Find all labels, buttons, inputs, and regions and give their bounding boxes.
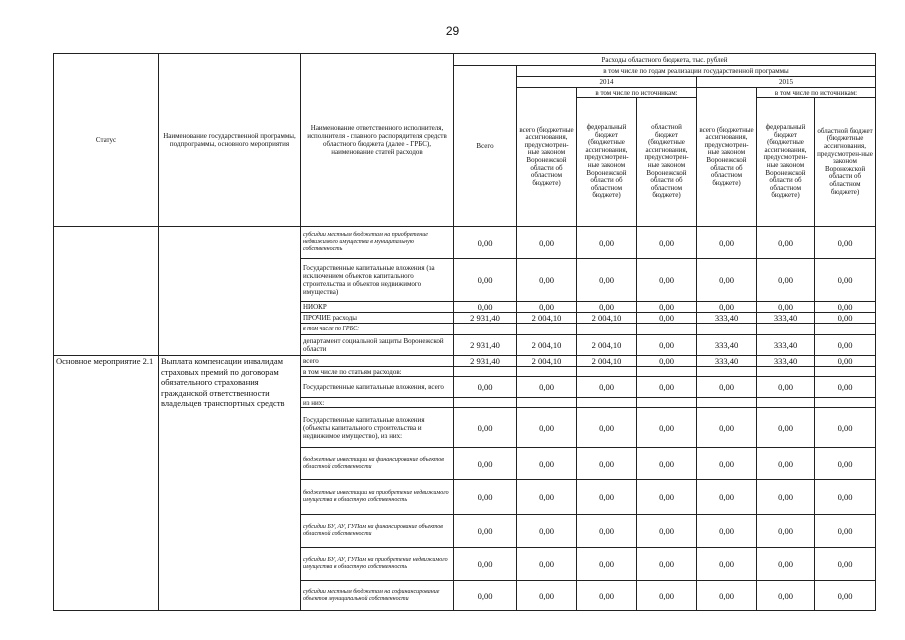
row-label: департамент социальной защиты Воронежской области (301, 335, 454, 356)
value-2014-total: 0,00 (517, 581, 577, 611)
value-2014-federal: 0,00 (577, 480, 637, 515)
value-2014-regional: 0,00 (637, 313, 697, 324)
page-number: 29 (445, 24, 460, 38)
value-2015-regional: 0,00 (815, 581, 876, 611)
row-label: в том числе по статьям расходов: (301, 367, 454, 377)
header-2015-sources: в том числе по источникам: (757, 88, 876, 98)
value-2014-total: 0,00 (517, 480, 577, 515)
value-2014-federal: 0,00 (577, 377, 637, 398)
value-2014-total: 0,00 (517, 448, 577, 480)
budget-table (53, 53, 876, 611)
value-total: 0,00 (454, 302, 517, 313)
header-expenses: Расходы областного бюджета, тыс. рублей (454, 54, 876, 66)
value-total: 0,00 (454, 259, 517, 302)
value-2014-regional: 0,00 (637, 377, 697, 398)
value-2014-regional: 0,00 (637, 302, 697, 313)
value-total: 0,00 (454, 408, 517, 448)
value-2015-regional: 0,00 (815, 227, 876, 259)
row-label: субсидии БУ, АУ, ГУПам на приобретение недвижимого имущества в областную собственность (301, 548, 454, 581)
value-2015-total: 0,00 (697, 227, 757, 259)
value-2015-federal: 333,40 (757, 335, 815, 356)
header-year-2015: 2015 (697, 77, 876, 88)
value-2014-federal: 0,00 (577, 259, 637, 302)
value-2015-federal: 0,00 (757, 377, 815, 398)
value-total: 0,00 (454, 515, 517, 548)
value-2014-total: 0,00 (517, 408, 577, 448)
value-2015-total: 333,40 (697, 335, 757, 356)
row-label: в том числе по ГРБС: (301, 324, 454, 335)
row-label: НИОКР (301, 302, 454, 313)
row-label: Государственные капитальные вложения (объекты капитального строительства и недвижимое имущество), из них: (301, 408, 454, 448)
value-2015-total: 0,00 (697, 581, 757, 611)
value-total: 2 931,40 (454, 335, 517, 356)
value-2015-regional: 0,00 (815, 335, 876, 356)
value-2014-regional: 0,00 (637, 356, 697, 367)
value-2015-federal: 0,00 (757, 581, 815, 611)
value-2015-total: 0,00 (697, 480, 757, 515)
table-row (54, 227, 876, 259)
value-2014-total: 0,00 (517, 302, 577, 313)
value-2014-regional: 0,00 (637, 480, 697, 515)
value-2015-federal: 0,00 (757, 227, 815, 259)
table-row (54, 356, 876, 367)
value-total: 0,00 (454, 448, 517, 480)
value-2014-federal: 0,00 (577, 548, 637, 581)
section-program-name: Выплата компенсации инвалидам страховых премий по договорам обязательного страхования гражданской ответственности владельцев транспортных средств (159, 356, 301, 611)
value-2015-regional: 0,00 (815, 408, 876, 448)
value-2014-regional: 0,00 (637, 259, 697, 302)
value-2015-regional: 0,00 (815, 377, 876, 398)
header-status: Статус (54, 54, 159, 227)
value-2015-federal: 0,00 (757, 448, 815, 480)
value-2015-regional: 0,00 (815, 356, 876, 367)
header-2014-federal: федеральный бюджет (бюджетные ассигнования, предусмотрен-ные законом Воронежской области об областном бюджете) (577, 98, 637, 227)
row-label: субсидии БУ, АУ, ГУПам на финансирование объектов областной собственности (301, 515, 454, 548)
header-by-years: в том числе по годам реализации государственной программы (517, 66, 876, 77)
value-2014-regional: 0,00 (637, 408, 697, 448)
value-2014-regional: 0,00 (637, 515, 697, 548)
row-label: субсидии местным бюджетам на софинансирование объектов муниципальной собственности (301, 581, 454, 611)
header-executor: Наименование ответственного исполнителя, исполнителя - главного распорядителя средств областного бюджета (далее - ГРБС), наименование статей расходов (301, 54, 454, 227)
value-2015-regional: 0,00 (815, 480, 876, 515)
header-2015-total: всего (бюджетные ассигнования, предусмотрен-ные законом Воронежской области об областном бюджете) (697, 88, 757, 227)
value-2015-regional: 0,00 (815, 302, 876, 313)
status-cell-empty (54, 227, 159, 356)
value-2015-regional: 0,00 (815, 515, 876, 548)
value-2014-total: 0,00 (517, 227, 577, 259)
value-2014-regional: 0,00 (637, 448, 697, 480)
header-year-2014: 2014 (517, 77, 697, 88)
value-2015-total: 333,40 (697, 313, 757, 324)
value-2015-total: 0,00 (697, 408, 757, 448)
value-2014-federal: 0,00 (577, 448, 637, 480)
row-label: из них: (301, 398, 454, 408)
value-2015-federal: 0,00 (757, 302, 815, 313)
value-2014-federal: 0,00 (577, 227, 637, 259)
value-2015-total: 333,40 (697, 356, 757, 367)
value-2015-federal: 0,00 (757, 480, 815, 515)
value-2015-total: 0,00 (697, 515, 757, 548)
value-2014-total: 0,00 (517, 515, 577, 548)
value-2015-total: 0,00 (697, 448, 757, 480)
value-total: 0,00 (454, 227, 517, 259)
header-2015-regional: областной бюджет (бюджетные ассигнования, предусмотрен-ные законом Воронежской области об областном бюджете) (815, 98, 876, 227)
value-2015-total: 0,00 (697, 548, 757, 581)
value-total: 2 931,40 (454, 313, 517, 324)
row-label: Государственные капитальные вложения (за исключением объектов капитального строительства и объектов недвижимого имущества) (301, 259, 454, 302)
value-2014-total: 2 004,10 (517, 335, 577, 356)
value-2014-total: 2 004,10 (517, 356, 577, 367)
value-2015-federal: 0,00 (757, 259, 815, 302)
value-total: 0,00 (454, 548, 517, 581)
value-2014-total: 0,00 (517, 259, 577, 302)
value-2015-regional: 0,00 (815, 448, 876, 480)
row-label: всего (301, 356, 454, 367)
header-2014-sources: в том числе по источникам: (577, 88, 697, 98)
section-status: Основное мероприятие 2.1 (54, 356, 159, 611)
value-2014-federal: 0,00 (577, 408, 637, 448)
value-2014-regional: 0,00 (637, 548, 697, 581)
value-2014-federal: 0,00 (577, 515, 637, 548)
value-total: 0,00 (454, 581, 517, 611)
value-2015-federal: 333,40 (757, 356, 815, 367)
value-2015-federal: 0,00 (757, 548, 815, 581)
value-2014-federal: 2 004,10 (577, 356, 637, 367)
value-2014-federal: 0,00 (577, 302, 637, 313)
value-2015-federal: 333,40 (757, 313, 815, 324)
value-2015-total: 0,00 (697, 377, 757, 398)
row-label: бюджетные инвестиции на финансирование объектов областной собственности (301, 448, 454, 480)
value-2015-regional: 0,00 (815, 259, 876, 302)
value-2015-total: 0,00 (697, 259, 757, 302)
value-2014-federal: 2 004,10 (577, 335, 637, 356)
row-label: ПРОЧИЕ расходы (301, 313, 454, 324)
row-label: Государственные капитальные вложения, всего (301, 377, 454, 398)
value-2014-total: 0,00 (517, 548, 577, 581)
value-2014-regional: 0,00 (637, 227, 697, 259)
value-2015-federal: 0,00 (757, 515, 815, 548)
value-2014-federal: 0,00 (577, 581, 637, 611)
value-2014-regional: 0,00 (637, 335, 697, 356)
header-2015-federal: федеральный бюджет (бюджетные ассигнования, предусмотрен-ные законом Воронежской области об областном бюджете) (757, 98, 815, 227)
value-total: 2 931,40 (454, 356, 517, 367)
row-label: субсидии местным бюджетам на приобретение недвижимого имущества в муниципальную собственность (301, 227, 454, 259)
value-2014-regional: 0,00 (637, 581, 697, 611)
header-2014-total: всего (бюджетные ассигнования, предусмотрен-ные законом Воронежской области об областном бюджете) (517, 88, 577, 227)
header-program-name: Наименование государственной программы, подпрограммы, основного мероприятия (159, 54, 301, 227)
value-2014-total: 0,00 (517, 377, 577, 398)
value-2015-federal: 0,00 (757, 408, 815, 448)
value-2015-regional: 0,00 (815, 313, 876, 324)
row-label: бюджетные инвестиции на приобретение недвижимого имущества в областную собственность (301, 480, 454, 515)
header-total: Всего (454, 66, 517, 227)
value-total: 0,00 (454, 377, 517, 398)
value-2014-total: 2 004,10 (517, 313, 577, 324)
value-2014-federal: 2 004,10 (577, 313, 637, 324)
value-2015-total: 0,00 (697, 302, 757, 313)
header-2014-regional: областной бюджет (бюджетные ассигнования, предусмотрен-ные законом Воронежской области об областном бюджете) (637, 98, 697, 227)
program-cell-empty (159, 227, 301, 356)
value-total: 0,00 (454, 480, 517, 515)
value-2015-regional: 0,00 (815, 548, 876, 581)
